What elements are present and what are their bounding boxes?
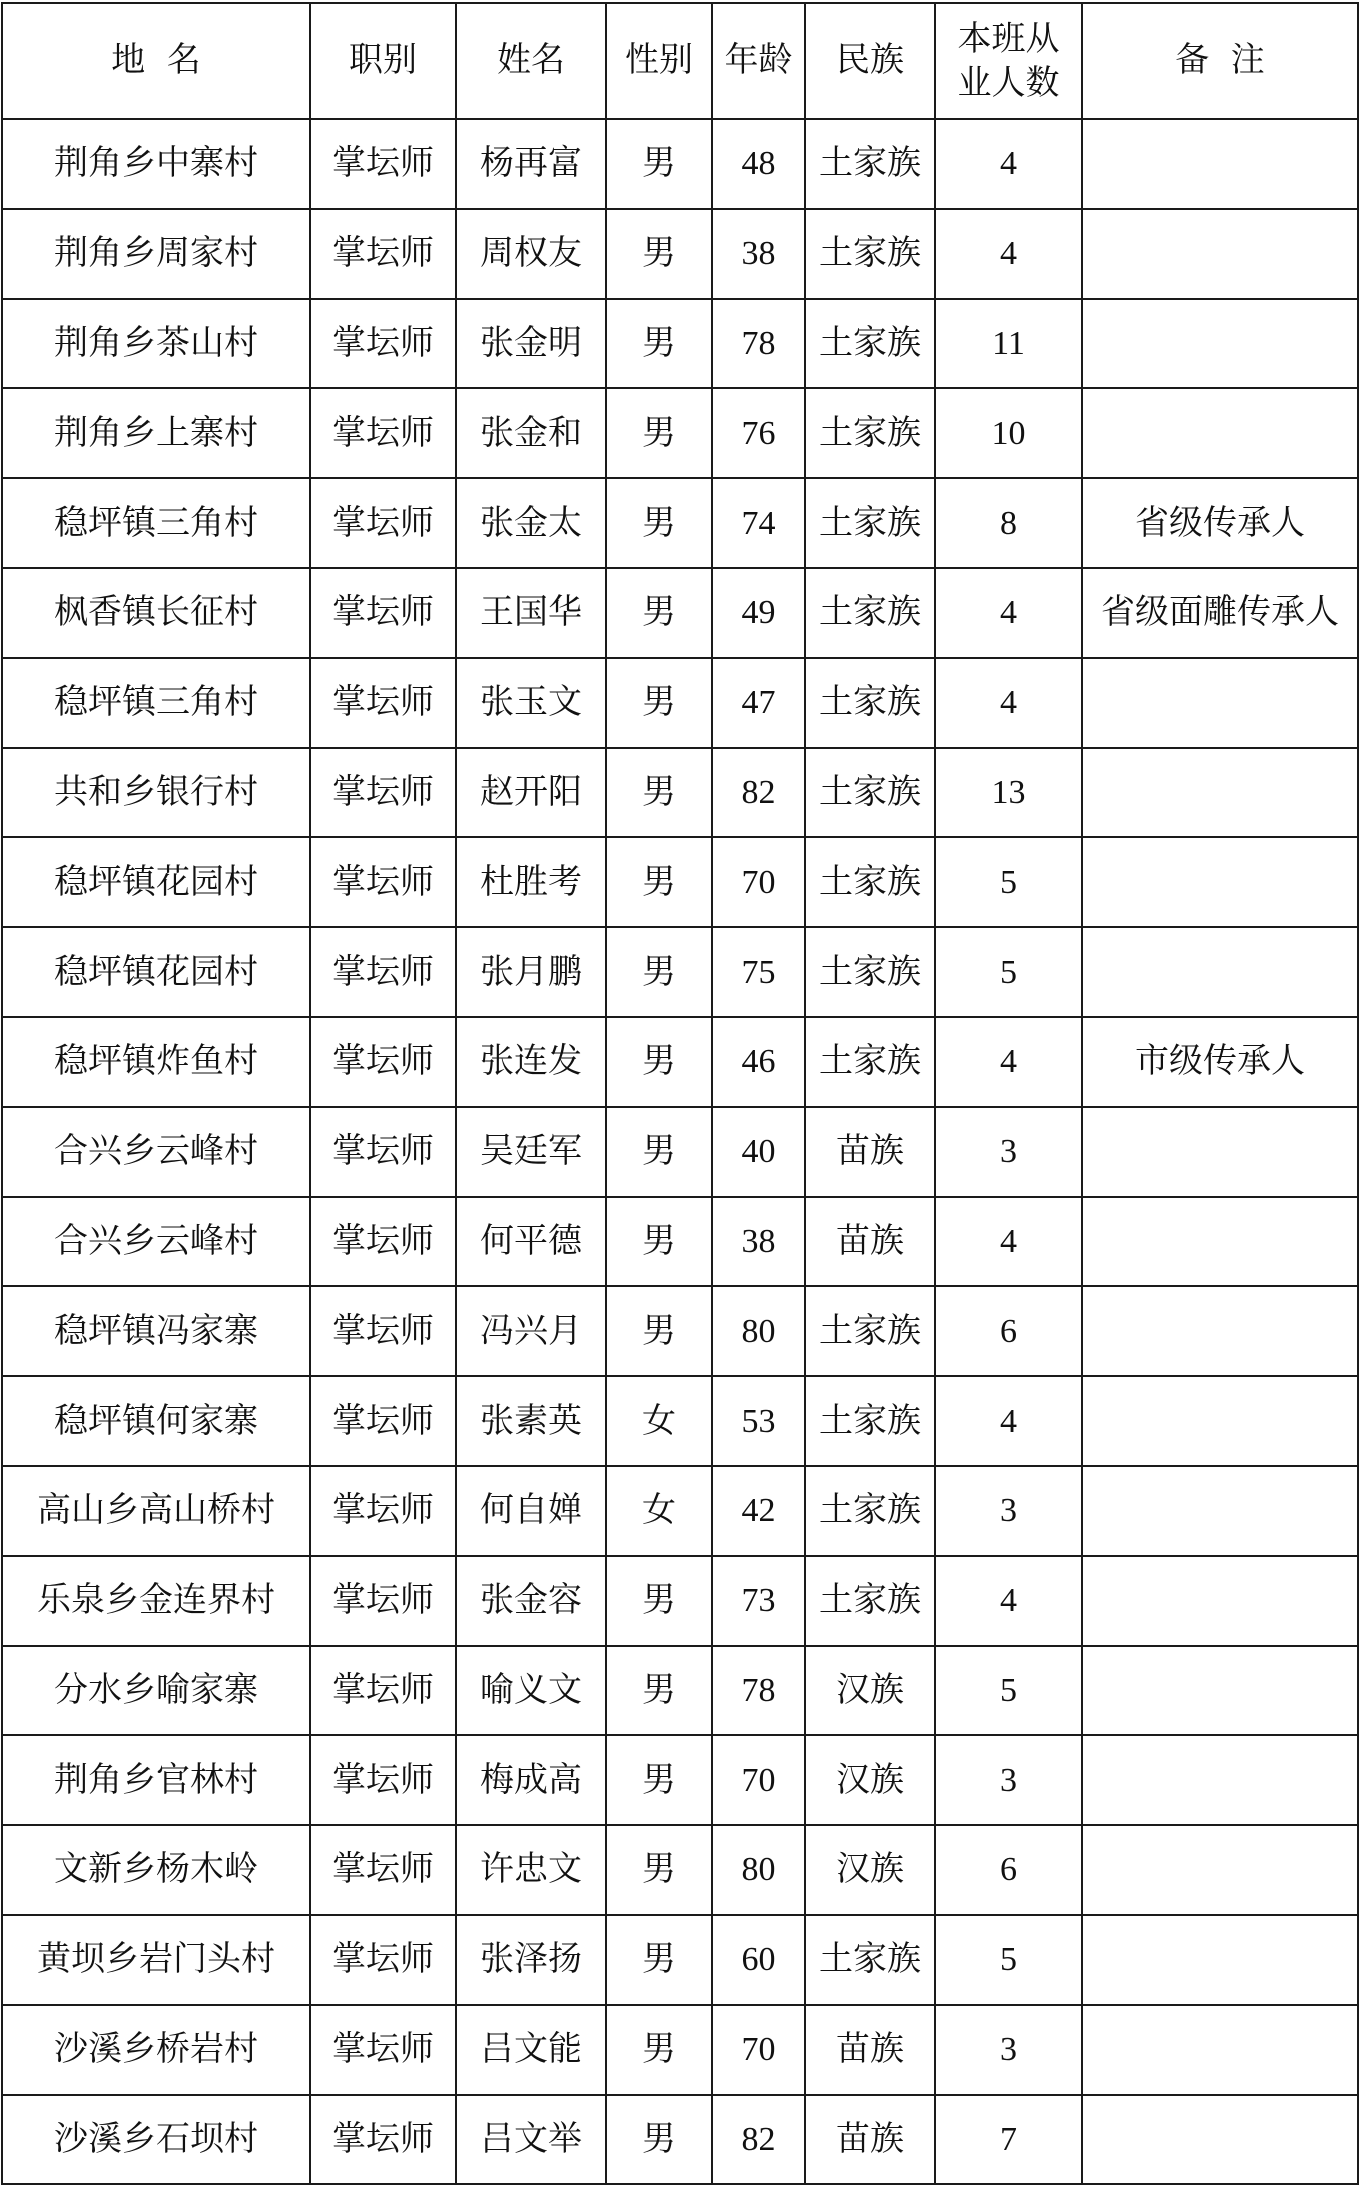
header-ethnicity: 民族 (805, 3, 935, 119)
cell-count: 5 (935, 837, 1082, 927)
header-age: 年龄 (712, 3, 805, 119)
table-row (2, 1646, 1358, 1736)
table-row (2, 1825, 1358, 1915)
cell-count: 4 (935, 658, 1082, 748)
cell-age: 46 (712, 1017, 805, 1107)
cell-place: 荆角乡中寨村 (2, 119, 310, 209)
header-name: 姓名 (456, 3, 606, 119)
cell-role: 掌坛师 (310, 1466, 456, 1556)
cell-role: 掌坛师 (310, 299, 456, 389)
cell-age: 40 (712, 1107, 805, 1197)
cell-name: 张金容 (456, 1556, 606, 1646)
cell-count: 3 (935, 1735, 1082, 1825)
cell-name: 杜胜考 (456, 837, 606, 927)
table-row (2, 2005, 1358, 2095)
table-row (2, 1107, 1358, 1197)
cell-ethnicity: 土家族 (805, 1017, 935, 1107)
cell-role: 掌坛师 (310, 748, 456, 838)
cell-sex: 男 (606, 1556, 712, 1646)
cell-age: 53 (712, 1376, 805, 1466)
cell-place: 高山乡高山桥村 (2, 1466, 310, 1556)
cell-count: 4 (935, 1197, 1082, 1287)
cell-name: 张连发 (456, 1017, 606, 1107)
cell-name: 张素英 (456, 1376, 606, 1466)
cell-role: 掌坛师 (310, 1376, 456, 1466)
roster-table (1, 2, 1359, 2185)
cell-place: 共和乡银行村 (2, 748, 310, 838)
cell-name: 吕文能 (456, 2005, 606, 2095)
cell-count: 4 (935, 568, 1082, 658)
table-row (2, 119, 1358, 209)
cell-name: 张金和 (456, 388, 606, 478)
cell-note (1082, 209, 1358, 299)
cell-role: 掌坛师 (310, 1825, 456, 1915)
cell-ethnicity: 苗族 (805, 1197, 935, 1287)
cell-sex: 男 (606, 2005, 712, 2095)
cell-note (1082, 1915, 1358, 2005)
cell-ethnicity: 土家族 (805, 568, 935, 658)
cell-age: 74 (712, 478, 805, 568)
cell-count: 4 (935, 209, 1082, 299)
cell-sex: 男 (606, 1197, 712, 1287)
cell-note (1082, 119, 1358, 209)
cell-place: 荆角乡茶山村 (2, 299, 310, 389)
cell-place: 稳坪镇花园村 (2, 927, 310, 1017)
cell-ethnicity: 土家族 (805, 658, 935, 748)
cell-count: 3 (935, 1107, 1082, 1197)
cell-sex: 男 (606, 1915, 712, 2005)
cell-role: 掌坛师 (310, 927, 456, 1017)
cell-place: 合兴乡云峰村 (2, 1197, 310, 1287)
cell-note (1082, 388, 1358, 478)
cell-place: 枫香镇长征村 (2, 568, 310, 658)
cell-note: 市级传承人 (1082, 1017, 1358, 1107)
cell-role: 掌坛师 (310, 1197, 456, 1287)
roster-body (2, 119, 1358, 2184)
cell-place: 稳坪镇何家寨 (2, 1376, 310, 1466)
cell-sex: 男 (606, 1286, 712, 1376)
cell-sex: 男 (606, 1825, 712, 1915)
cell-sex: 男 (606, 927, 712, 1017)
table-row (2, 2095, 1358, 2185)
cell-name: 梅成高 (456, 1735, 606, 1825)
table-row (2, 1197, 1358, 1287)
cell-note (1082, 748, 1358, 838)
cell-name: 吴廷军 (456, 1107, 606, 1197)
cell-role: 掌坛师 (310, 658, 456, 748)
cell-place: 荆角乡官林村 (2, 1735, 310, 1825)
cell-age: 48 (712, 119, 805, 209)
cell-name: 吕文举 (456, 2095, 606, 2185)
cell-note (1082, 2005, 1358, 2095)
cell-sex: 男 (606, 1107, 712, 1197)
cell-note (1082, 927, 1358, 1017)
cell-name: 许忠文 (456, 1825, 606, 1915)
header-count-line2: 业人数 (957, 63, 1060, 103)
cell-age: 70 (712, 2005, 805, 2095)
cell-ethnicity: 汉族 (805, 1646, 935, 1736)
cell-name: 赵开阳 (456, 748, 606, 838)
cell-sex: 男 (606, 388, 712, 478)
header-place: 地 名 (2, 3, 310, 119)
cell-place: 黄坝乡岩门头村 (2, 1915, 310, 2005)
cell-age: 80 (712, 1825, 805, 1915)
table-row (2, 1556, 1358, 1646)
cell-age: 38 (712, 1197, 805, 1287)
cell-role: 掌坛师 (310, 568, 456, 658)
table-row (2, 658, 1358, 748)
cell-age: 38 (712, 209, 805, 299)
table-row (2, 568, 1358, 658)
cell-count: 4 (935, 119, 1082, 209)
cell-sex: 男 (606, 1646, 712, 1736)
cell-ethnicity: 土家族 (805, 748, 935, 838)
cell-note (1082, 2095, 1358, 2185)
cell-ethnicity: 土家族 (805, 299, 935, 389)
cell-note (1082, 1825, 1358, 1915)
cell-age: 82 (712, 748, 805, 838)
table-row (2, 1286, 1358, 1376)
cell-count: 13 (935, 748, 1082, 838)
cell-ethnicity: 土家族 (805, 1466, 935, 1556)
cell-place: 合兴乡云峰村 (2, 1107, 310, 1197)
cell-place: 沙溪乡桥岩村 (2, 2005, 310, 2095)
cell-age: 78 (712, 1646, 805, 1736)
table-row (2, 478, 1358, 568)
cell-ethnicity: 汉族 (805, 1735, 935, 1825)
header-row (2, 3, 1358, 119)
cell-role: 掌坛师 (310, 209, 456, 299)
cell-role: 掌坛师 (310, 2095, 456, 2185)
cell-role: 掌坛师 (310, 1735, 456, 1825)
cell-ethnicity: 汉族 (805, 1825, 935, 1915)
cell-note: 省级面雕传承人 (1082, 568, 1358, 658)
table-row (2, 1376, 1358, 1466)
cell-count: 5 (935, 1646, 1082, 1736)
cell-age: 47 (712, 658, 805, 748)
cell-ethnicity: 苗族 (805, 2005, 935, 2095)
cell-note (1082, 1466, 1358, 1556)
header-count-line1: 本班从 (957, 18, 1060, 59)
cell-age: 78 (712, 299, 805, 389)
cell-sex: 男 (606, 209, 712, 299)
cell-age: 82 (712, 2095, 805, 2185)
cell-sex: 男 (606, 748, 712, 838)
cell-age: 70 (712, 837, 805, 927)
table-row (2, 1735, 1358, 1825)
cell-place: 稳坪镇三角村 (2, 658, 310, 748)
cell-note (1082, 1197, 1358, 1287)
cell-age: 80 (712, 1286, 805, 1376)
cell-ethnicity: 土家族 (805, 1556, 935, 1646)
cell-sex: 男 (606, 658, 712, 748)
cell-sex: 男 (606, 1017, 712, 1107)
cell-place: 文新乡杨木岭 (2, 1825, 310, 1915)
cell-sex: 男 (606, 119, 712, 209)
cell-count: 5 (935, 927, 1082, 1017)
cell-ethnicity: 苗族 (805, 2095, 935, 2185)
header-count (935, 3, 1082, 119)
cell-count: 10 (935, 388, 1082, 478)
header-role: 职别 (310, 3, 456, 119)
cell-name: 张金太 (456, 478, 606, 568)
cell-note (1082, 837, 1358, 927)
header-sex: 性别 (606, 3, 712, 119)
cell-sex: 男 (606, 1735, 712, 1825)
cell-place: 稳坪镇三角村 (2, 478, 310, 568)
cell-name: 张月鹏 (456, 927, 606, 1017)
cell-name: 喻义文 (456, 1646, 606, 1736)
cell-note (1082, 658, 1358, 748)
cell-sex: 男 (606, 478, 712, 568)
cell-age: 49 (712, 568, 805, 658)
cell-name: 杨再富 (456, 119, 606, 209)
cell-count: 3 (935, 2005, 1082, 2095)
table-row (2, 748, 1358, 838)
cell-place: 乐泉乡金连界村 (2, 1556, 310, 1646)
table-row (2, 1915, 1358, 2005)
cell-age: 73 (712, 1556, 805, 1646)
cell-sex: 女 (606, 1466, 712, 1556)
cell-place: 稳坪镇冯家寨 (2, 1286, 310, 1376)
cell-ethnicity: 土家族 (805, 1376, 935, 1466)
cell-note (1082, 1376, 1358, 1466)
cell-role: 掌坛师 (310, 478, 456, 568)
cell-ethnicity: 土家族 (805, 119, 935, 209)
cell-sex: 男 (606, 837, 712, 927)
cell-note (1082, 1735, 1358, 1825)
cell-place: 稳坪镇花园村 (2, 837, 310, 927)
cell-sex: 男 (606, 299, 712, 389)
cell-note (1082, 299, 1358, 389)
cell-name: 王国华 (456, 568, 606, 658)
cell-count: 3 (935, 1466, 1082, 1556)
cell-place: 分水乡喻家寨 (2, 1646, 310, 1736)
table-row (2, 837, 1358, 927)
cell-role: 掌坛师 (310, 388, 456, 478)
cell-count: 6 (935, 1286, 1082, 1376)
cell-role: 掌坛师 (310, 1915, 456, 2005)
cell-role: 掌坛师 (310, 1556, 456, 1646)
cell-name: 张玉文 (456, 658, 606, 748)
cell-count: 5 (935, 1915, 1082, 2005)
cell-age: 75 (712, 927, 805, 1017)
cell-name: 何平德 (456, 1197, 606, 1287)
table-row (2, 1017, 1358, 1107)
cell-name: 张金明 (456, 299, 606, 389)
cell-note: 省级传承人 (1082, 478, 1358, 568)
cell-sex: 女 (606, 1376, 712, 1466)
cell-note (1082, 1107, 1358, 1197)
cell-name: 冯兴月 (456, 1286, 606, 1376)
cell-count: 11 (935, 299, 1082, 389)
cell-role: 掌坛师 (310, 2005, 456, 2095)
cell-name: 张泽扬 (456, 1915, 606, 2005)
table-row (2, 388, 1358, 478)
cell-role: 掌坛师 (310, 837, 456, 927)
header-note: 备 注 (1082, 3, 1358, 119)
cell-count: 6 (935, 1825, 1082, 1915)
cell-ethnicity: 土家族 (805, 478, 935, 568)
cell-count: 4 (935, 1017, 1082, 1107)
cell-note (1082, 1646, 1358, 1736)
cell-place: 荆角乡上寨村 (2, 388, 310, 478)
cell-note (1082, 1286, 1358, 1376)
cell-sex: 男 (606, 568, 712, 658)
cell-role: 掌坛师 (310, 1107, 456, 1197)
cell-name: 何自婵 (456, 1466, 606, 1556)
cell-ethnicity: 土家族 (805, 837, 935, 927)
cell-ethnicity: 土家族 (805, 388, 935, 478)
table-row (2, 299, 1358, 389)
cell-ethnicity: 土家族 (805, 209, 935, 299)
cell-name: 周权友 (456, 209, 606, 299)
cell-age: 42 (712, 1466, 805, 1556)
cell-count: 8 (935, 478, 1082, 568)
cell-age: 70 (712, 1735, 805, 1825)
cell-ethnicity: 土家族 (805, 1286, 935, 1376)
cell-ethnicity: 土家族 (805, 1915, 935, 2005)
cell-role: 掌坛师 (310, 1646, 456, 1736)
cell-ethnicity: 苗族 (805, 1107, 935, 1197)
table-row (2, 209, 1358, 299)
cell-role: 掌坛师 (310, 119, 456, 209)
cell-count: 7 (935, 2095, 1082, 2185)
cell-place: 沙溪乡石坝村 (2, 2095, 310, 2185)
cell-ethnicity: 土家族 (805, 927, 935, 1017)
table-row (2, 927, 1358, 1017)
cell-age: 76 (712, 388, 805, 478)
cell-count: 4 (935, 1556, 1082, 1646)
cell-role: 掌坛师 (310, 1017, 456, 1107)
cell-place: 稳坪镇炸鱼村 (2, 1017, 310, 1107)
cell-place: 荆角乡周家村 (2, 209, 310, 299)
cell-age: 60 (712, 1915, 805, 2005)
table-row (2, 1466, 1358, 1556)
cell-sex: 男 (606, 2095, 712, 2185)
cell-role: 掌坛师 (310, 1286, 456, 1376)
cell-count: 4 (935, 1376, 1082, 1466)
cell-note (1082, 1556, 1358, 1646)
